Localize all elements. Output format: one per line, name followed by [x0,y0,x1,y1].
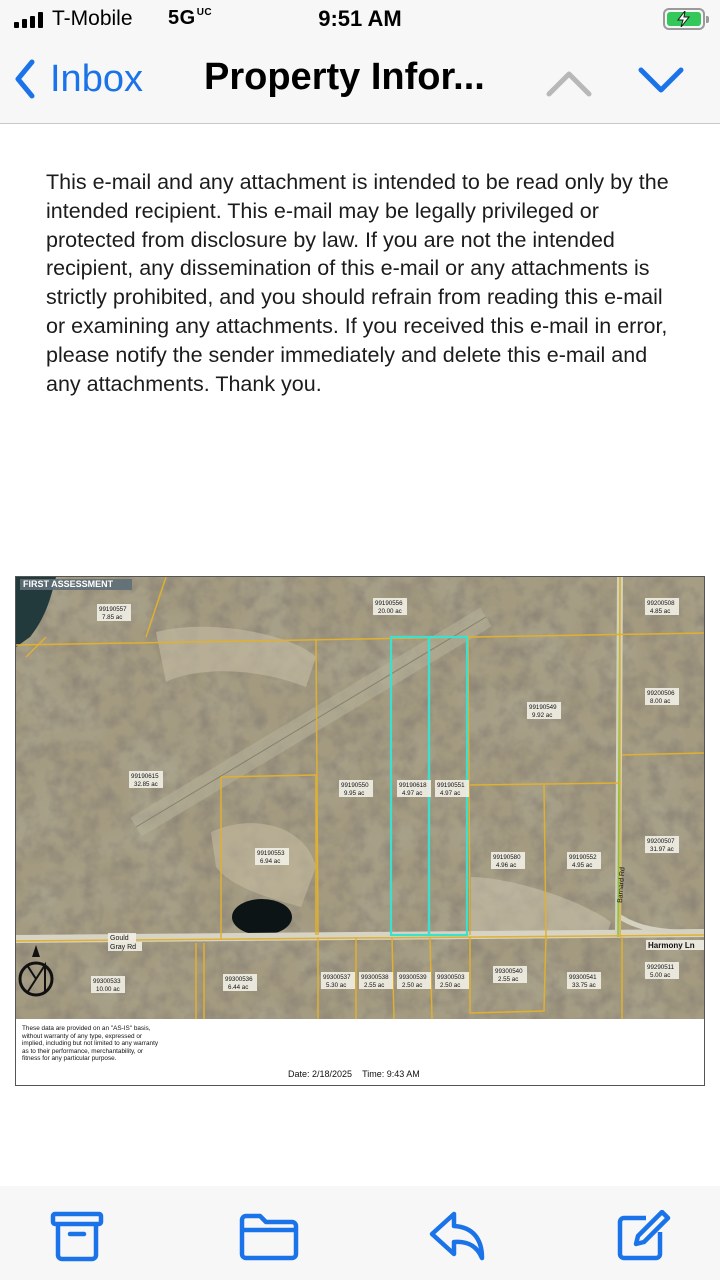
reply-button[interactable] [428,1210,486,1262]
road-label-harmony: Harmony Ln [648,941,695,950]
chevron-left-icon [14,59,36,99]
reply-icon [428,1210,486,1262]
network-label: $5G^{UC}$ [168,7,213,29]
parcel-acreage-label: 2.55 ac [498,976,519,983]
parcel-acreage-label: 6.94 ac [260,858,281,865]
back-button[interactable] [14,54,143,104]
parcel-id-label: 99190615 [131,773,159,780]
parcel-id-label: 99290511 [647,964,675,971]
parcel-acreage-label: 31.97 ac [650,846,674,853]
parcel-acreage-label: 7.85 ac [102,614,123,621]
archive-button[interactable] [50,1210,106,1262]
parcel-acreage-label: 2.50 ac [440,982,461,989]
parcel-id-label: 99190557 [99,606,127,613]
parcel-id-label: 99300536 [225,976,253,983]
parcel-acreage-label: 6.44 ac [228,984,249,991]
bottom-toolbar [0,1186,720,1280]
road-label-gould: Gould [110,935,129,942]
battery-icon [663,8,705,30]
parcel-acreage-label: 4.85 ac [650,608,671,615]
parcel-id-label: 99300503 [437,974,465,981]
chevron-up-icon [546,62,592,102]
road-label-barnard: Barnard Rd [617,866,627,904]
previous-message-button[interactable] [546,62,592,107]
folder-icon [238,1210,300,1262]
map-disclaimer: These data are provided on an "AS-IS" basis, without warranty of any type, expressed or implied, including but not limited to any warranty as to their performance, merchantability, or fitness for any particular purpose. [22,1025,159,1063]
parcel-id-label: 99190550 [341,782,369,789]
parcel-id-label: 99200507 [647,838,675,845]
archive-icon [50,1210,106,1262]
parcel-map [16,577,704,1019]
parcel-id-label: 99300533 [93,978,121,985]
parcel-acreage-label: 9.95 ac [344,790,365,797]
parcel-id-label: 99200506 [647,690,675,697]
parcel-acreage-label: 32.85 ac [134,781,158,788]
message-title: Property Infor... [204,56,485,98]
parcel-id-label: 99190552 [569,854,597,861]
parcel-acreage-label: 10.00 ac [96,986,120,993]
parcel-acreage-label: 4.97 ac [402,790,423,797]
parcel-acreage-label: 5.30 ac [326,982,347,989]
road-label-gray: Gray Rd [110,944,137,951]
parcel-acreage-label: 9.92 ac [532,712,553,719]
parcel-id-label: 99300541 [569,974,597,981]
parcel-id-label: 99300537 [323,974,351,981]
parcel-id-label: 99190580 [493,854,521,861]
parcel-id-label: 99190556 [375,600,403,607]
carrier-label: T-Mobile [52,7,133,30]
parcel-id-label: 99190618 [399,782,427,789]
parcel-acreage-label: 4.96 ac [496,862,517,869]
parcel-acreage-label: 2.55 ac [364,982,385,989]
next-message-button[interactable] [638,62,684,107]
brand-label: FIRST ASSESSMENT [23,579,114,589]
disclaimer-text: This e-mail and any attachment is intended to be read only by the intended recipient. This e-mail may be legally privileged or protected from disclosure by law. If you are not the intended recipient, any dissemination of this e-mail or any attachments is strictly prohibited, and you should refrain from reading this e-mail or examining any attachments. If you received this e-mail in error, please notify the sender immediately and delete this e-mail and any attachments. Thank you. [46,170,669,396]
compose-icon [616,1210,672,1262]
parcel-acreage-label: 33.75 ac [572,982,596,989]
status-bar [0,0,720,40]
back-label: Inbox [50,57,143,100]
parcel-acreage-label: 5.00 ac [650,972,671,979]
compose-button[interactable] [616,1210,672,1262]
move-to-folder-button[interactable] [238,1210,300,1262]
navigation-bar [0,40,720,124]
parcel-id-label: 99200508 [647,600,675,607]
parcel-acreage-label: 2.50 ac [402,982,423,989]
parcel-acreage-label: 8.00 ac [650,698,671,705]
parcel-id-label: 99300539 [399,974,427,981]
pond-shape [232,899,292,935]
chevron-down-icon [638,62,684,102]
parcel-id-label: 99190553 [257,850,285,857]
parcel-acreage-label: 4.97 ac [440,790,461,797]
parcel-id-label: 99190549 [529,704,557,711]
parcel-id-label: 99190551 [437,782,465,789]
clock: 9:51 AM [318,6,402,31]
parcel-acreage-label: 20.00 ac [378,608,402,615]
parcel-id-label: 99300538 [361,974,389,981]
parcel-acreage-label: 4.95 ac [572,862,593,869]
parcel-id-label: 99300540 [495,968,523,975]
map-attachment[interactable] [15,576,705,1086]
map-timestamp: Date: 2/18/2025 Time: 9:43 AM [288,1069,420,1079]
